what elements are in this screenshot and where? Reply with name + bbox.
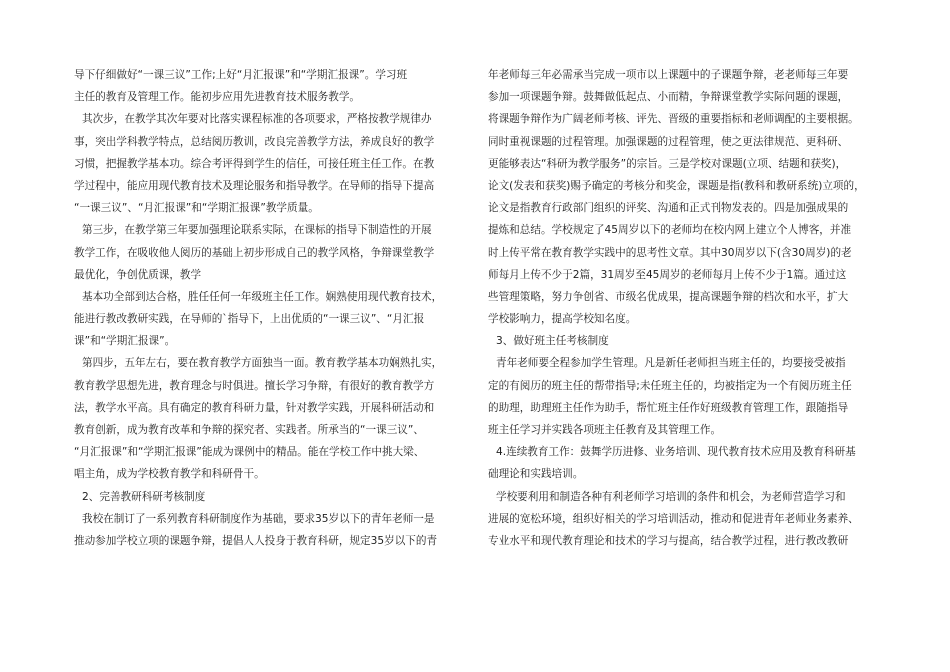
text-line: 同时重视课题的过程管理。加强课题的过程管理，使之更法律规范、更科研、 [488,135,849,148]
section-heading: 3、做好班主任考核制度 [496,335,609,348]
right-column [488,64,882,552]
text-line: 提炼和总结。学校规定了45周岁以下的老师均在校内网上建立个人博客，并准 [488,224,852,237]
text-line: 教学工作，在吸收他人阅历的基础上初步形成自己的教学风格，争辩课堂教学 [74,246,435,259]
text-line: 专业水平和现代教育理论和技术的学习与提高，结合教学过程，进行教改教研 [488,534,849,547]
text-line: 能进行教改教研实践，在导师的`指导下，上出优质的“一课三议”、“月汇报 [74,313,425,326]
text-line: 学校要利用和制造各种有利老师学习培训的条件和机会，为老师营造学习和 [496,490,846,503]
text-line: 基本功全部到达合格，胜任任何一年级班主任工作。娴熟使用现代教育技术， [82,290,443,303]
text-line: 些管理策略，努力争创省、市级名优成果，提高课题争辩的档次和水平，扩大 [488,290,849,303]
text-line: 第三步，在教学第三年要加强理论联系实际，在课标的指导下制造性的开展 [82,224,432,237]
text-line: 论文(发表和获奖)赐予确定的考核分和奖金，课题是指(教科和教研系统)立项的， [488,179,865,192]
text-line: 班主任学习并实践各项班主任教育及其管理工作。 [488,424,722,436]
text-line: 学过程中，能应用现代教育技术及理论服务和指导教学。在导师的指导下提高 [74,179,435,192]
text-line: 师每月上传不少于2篇，31周岁至45周岁的老师每月上传不少于1篇。通过这 [488,268,847,281]
text-line: 第四步，五年左右，要在教育教学方面独当一面。教育教学基本功娴熟扎实， [82,357,443,370]
text-line: 最优化，争创优质课，教学 [74,268,202,281]
text-line: 的助理，助理班主任作为助手，帮忙班主任作好班级教育管理工作，跟随指导 [488,401,849,414]
text-line: 习惯，把握教学基本功。综合考评得到学生的信任，可接任班主任工作。在教 [74,157,435,170]
text-line: “一课三议”、“月汇报课”和“学期汇报课”教学质量。 [74,202,319,215]
text-line: 青年老师要全程参加学生管理。凡是新任老师担当班主任的，均要接受被指 [496,357,846,370]
left-column [74,64,466,552]
text-line: 导下仔细做好“一课三议”工作;上好“月汇报课”和“学期汇报课”。学习班 [74,69,408,81]
text-line: 年老师每三年必需承当完成一项市以上课题中的子课题争辩，老老师每三年要 [488,69,849,81]
text-line: 主任的教育及管理工作。能初步应用先进教育技术服务教学。 [74,91,361,104]
text-line: 时上传平常在教育教学实践中的思考性文章。其中30周岁以下(含30周岁)的老 [488,246,852,259]
text-line: 教育创新，成为教育改革和争辩的探究者、实践者。所承当的“一课三议”、 [74,424,424,436]
text-line: “月汇报课”和“学期汇报课”能成为课例中的精品。能在学校工作中挑大梁、 [74,446,425,459]
text-line: 进展的宽松环境，组织好相关的学习培训活动，推动和促进青年老师业务素养、 [488,512,859,525]
text-line: 我校在制订了一系列教育科研制度作为基础，要求35岁以下的青年老师一是 [82,512,435,525]
text-line: 法，教学水平高。具有确定的教育科研力量，针对教学实践，开展科研活动和 [74,401,435,414]
section-heading: 4.连续教育工作：鼓舞学历进修、业务培训、现代教育技术应用及教育科研基 [496,446,856,459]
text-line: 参加一项课题争辩。鼓舞做低起点、小而精，争辩课堂教学实际问题的课题， [488,91,849,104]
text-line: 将课题争辩作为广阔老师考核、评先、晋级的重要指标和老师调配的主要根据。 [488,113,859,126]
text-line: 定的有阅历的班主任的帮带指导;未任班主任的，均被指定为一个有阅历班主任 [488,379,852,392]
section-heading: 2、完善教研科研考核制度 [82,490,206,503]
text-line: 教育教学思想先进，教育理念与时俱进。擅长学习争辩，有很好的教育教学方 [74,379,435,392]
text-line: 唱主角，成为学校教育教学和科研骨干。 [74,468,265,481]
text-line: 事，突出学科教学特点，总结阅历教训，改良完善教学方法，养成良好的教学 [74,135,435,148]
text-line: 更能够表达“科研为教学服务”的宗旨。三是学校对课题(立项、结题和获奖)， [488,157,847,170]
text-line: 础理论和实践培训。 [488,468,584,481]
text-line: 其次步，在教学其次年要对比落实课程标准的各项要求，严格按教学规律办 [82,113,432,126]
text-line: 论文是指教育行政部门组织的评奖、沟通和正式刊物发表的。四是加强成果的 [488,202,849,215]
text-line: 课”和“学期汇报课”。 [74,335,176,348]
text-line: 学校影响力，提高学校知名度。 [488,313,637,326]
text-line: 推动参加学校立项的课题争辩，提倡人人投身于教育科研，规定35岁以下的青 [74,534,438,547]
